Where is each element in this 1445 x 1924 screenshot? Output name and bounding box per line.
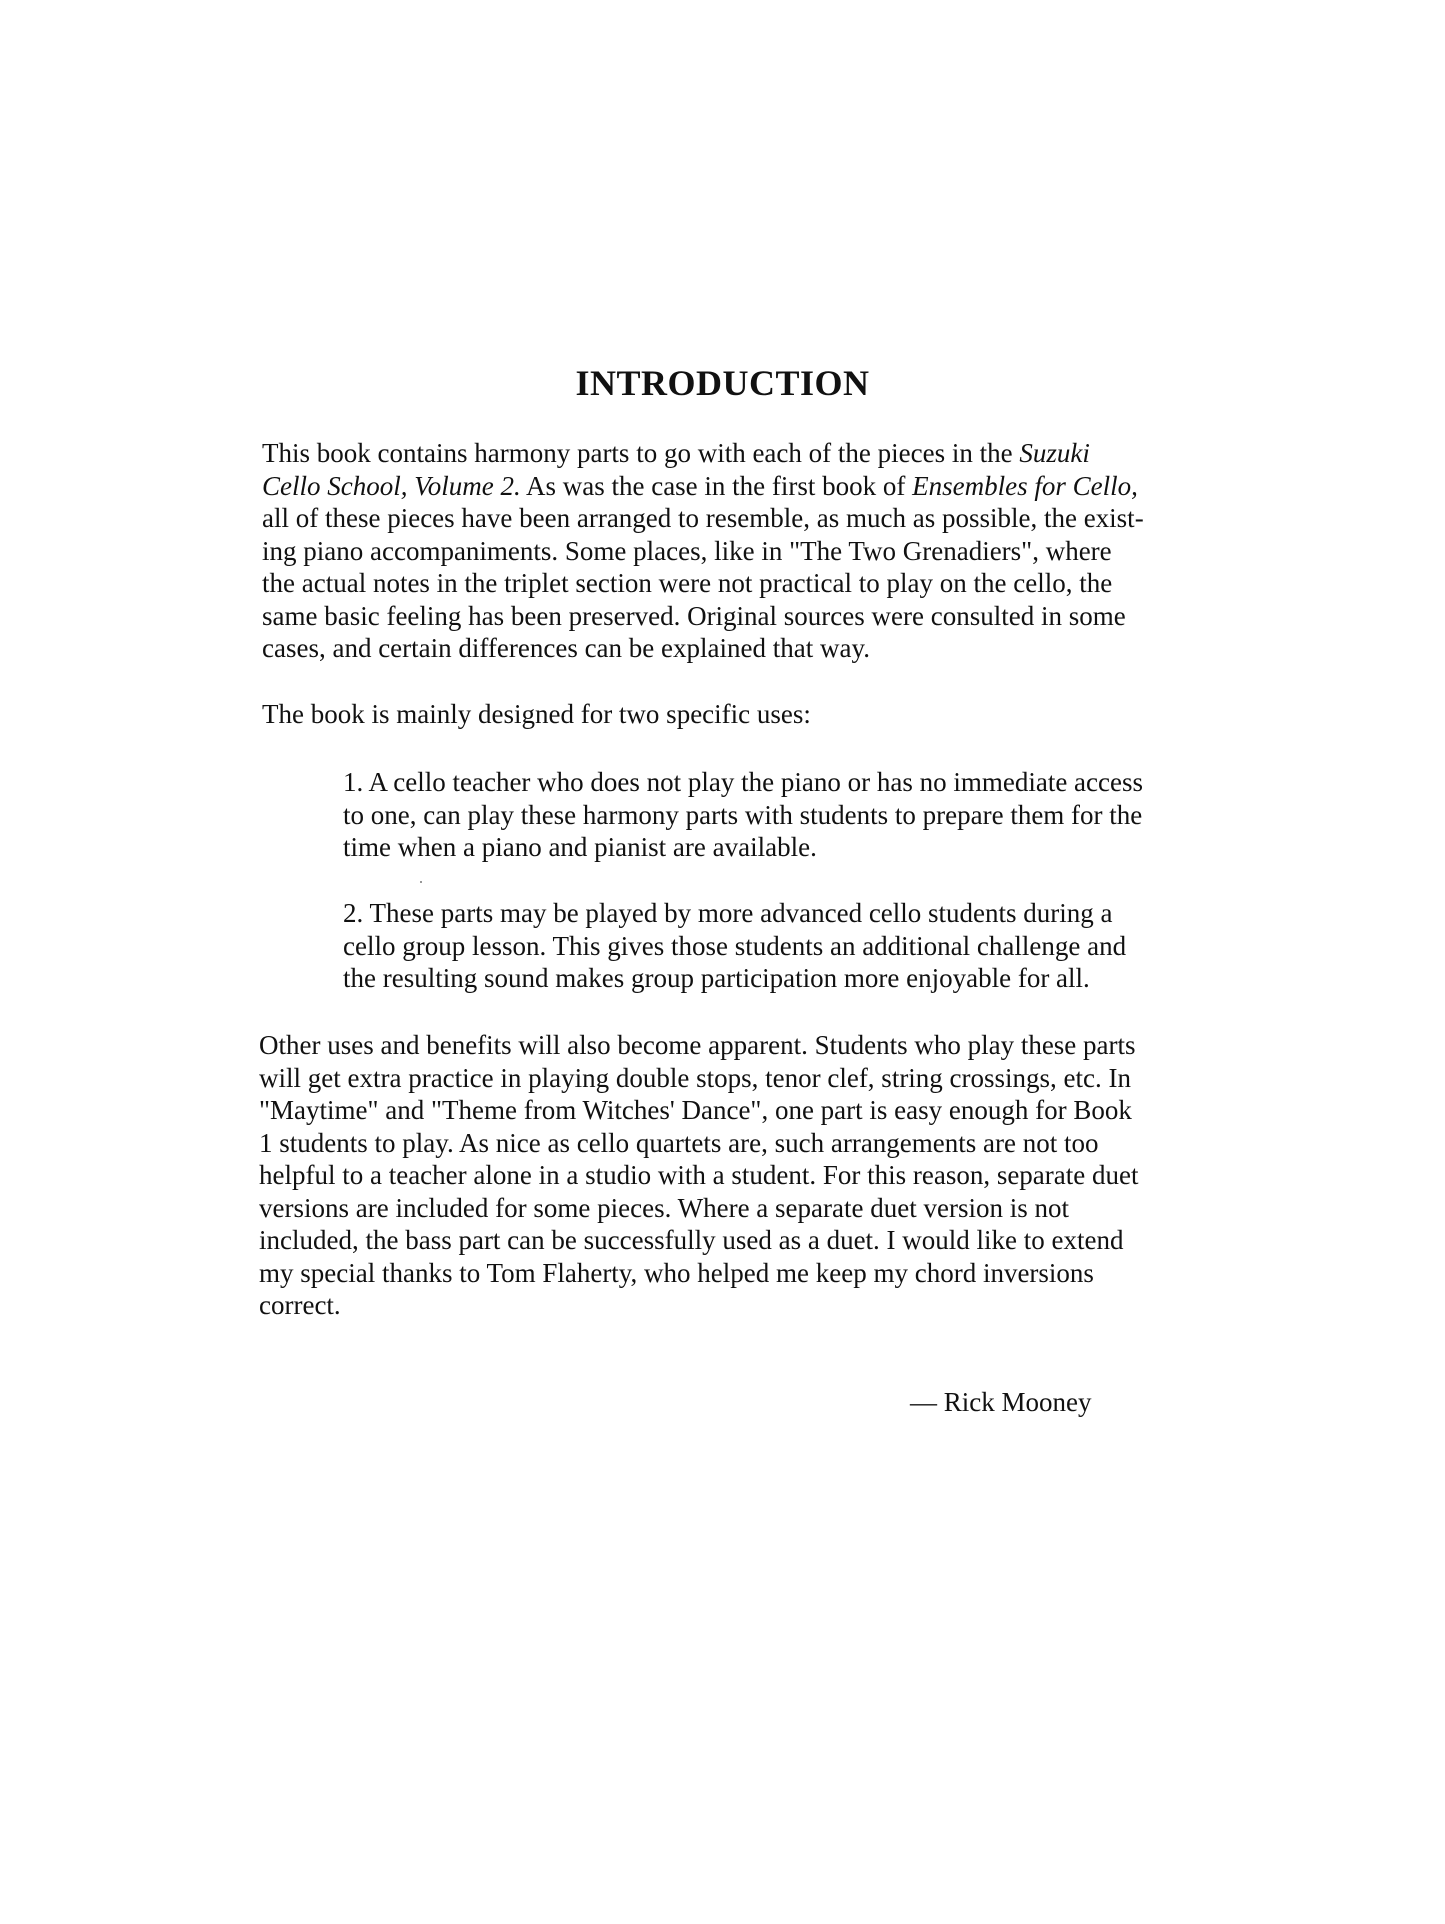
paragraph-line: the actual notes in the triplet section were not practical to play on the cello, the	[262, 568, 1113, 598]
intro-paragraph-3	[259, 1029, 1164, 1322]
list-item	[343, 766, 1173, 864]
book-title: Suzuki	[1019, 438, 1090, 468]
paragraph-line: correct.	[259, 1290, 341, 1320]
paragraph-line: same basic feeling has been preserved. Original sources were consulted in some	[262, 600, 1126, 631]
list-line: 2. These parts may be played by more advanced cello students during a	[343, 898, 1113, 928]
paragraph-line: "Maytime" and "Theme from Witches' Dance", one part is easy enough for Book	[259, 1095, 1132, 1125]
author-signature: — Rick Mooney	[910, 1387, 1092, 1417]
paragraph-line: helpful to a teacher alone in a studio with a student. For this reason, separate duet	[259, 1160, 1139, 1190]
book-title: Ensembles for Cello,	[912, 470, 1138, 501]
intro-paragraph-1	[262, 437, 1162, 665]
book-title: Cello School, Volume 2.	[262, 470, 521, 501]
paragraph-line: cases, and certain differences can be explained that way.	[262, 633, 870, 663]
paragraph-line: included, the bass part can be successfully used as a duet. I would like to extend	[259, 1225, 1124, 1255]
list-line: to one, can play these harmony parts with students to prepare them for the	[343, 799, 1143, 830]
paragraph-line: my special thanks to Tom Flaherty, who helped me keep my chord inversions	[259, 1257, 1094, 1288]
list-line: the resulting sound makes group participation more enjoyable for all.	[343, 963, 1090, 993]
list-item	[343, 897, 1173, 995]
paragraph-line: will get extra practice in playing double stops, tenor clef, string crossings, etc. In	[259, 1062, 1132, 1093]
intro-paragraph-2: The book is mainly designed for two specific uses:	[262, 699, 811, 729]
list-line: 1. A cello teacher who does not play the piano or has no immediate access	[343, 767, 1144, 797]
paragraph-line: all of these pieces have been arranged to resemble, as much as possible, the exist-	[262, 503, 1144, 533]
paragraph-line: Cello School, Volume 2. As was the case in the first book of Ensembles for Cello,	[262, 470, 1138, 501]
paragraph-line: versions are included for some pieces. Where a separate duet version is not	[259, 1192, 1069, 1223]
scan-speck	[420, 881, 422, 883]
paragraph-line: ing piano accompaniments. Some places, like in "The Two Grenadiers", where	[262, 535, 1112, 566]
paragraph-line: This book contains harmony parts to go with each of the pieces in the Suzuki	[262, 438, 1090, 468]
list-line: cello group lesson. This gives those students an additional challenge and	[343, 930, 1127, 961]
paragraph-line: Other uses and benefits will also become apparent. Students who play these parts	[259, 1030, 1136, 1060]
paragraph-line: 1 students to play. As nice as cello quartets are, such arrangements are not too	[259, 1127, 1099, 1158]
page-title: INTRODUCTION	[575, 363, 870, 403]
list-line: time when a piano and pianist are available.	[343, 832, 817, 862]
